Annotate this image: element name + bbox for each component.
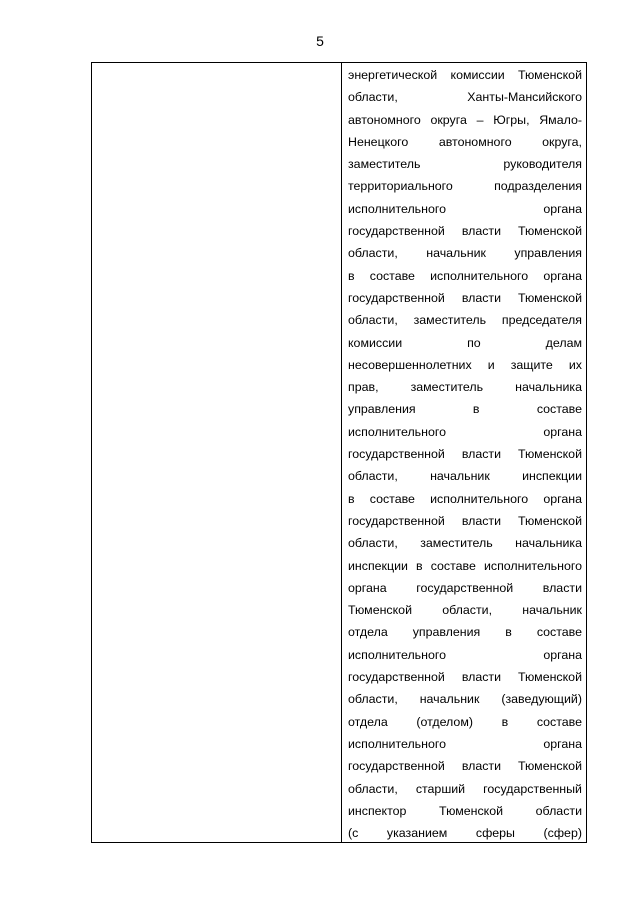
text-line — [348, 86, 582, 108]
word: – — [476, 112, 484, 127]
word: инспекции — [348, 558, 408, 573]
word: заместитель — [410, 380, 484, 395]
word: заместитель — [420, 536, 493, 551]
text-line — [348, 64, 582, 86]
word: области, — [348, 692, 398, 707]
word: (с — [348, 826, 359, 841]
text-line — [348, 443, 582, 465]
word: (заведующий) — [501, 692, 582, 707]
text-line — [348, 198, 582, 220]
word: Тюменской — [518, 290, 582, 305]
word: автономного — [438, 134, 512, 149]
word: области, — [348, 246, 398, 261]
word: комиссии — [348, 335, 403, 350]
word: власти — [461, 513, 502, 528]
document-table — [91, 62, 587, 843]
word: Тюменской — [518, 513, 582, 528]
word: старший — [415, 781, 466, 796]
word: составе — [430, 558, 476, 573]
page-number: 5 — [316, 33, 324, 49]
word: органа — [348, 580, 387, 595]
word: Тюменской — [518, 759, 582, 774]
word: председателя — [501, 313, 582, 328]
text-line — [348, 287, 582, 309]
word: исполнительного — [430, 268, 529, 283]
word: Югры, — [493, 112, 530, 127]
table-cell-left — [92, 63, 342, 842]
word: начальник — [522, 603, 582, 618]
word: Ямало- — [539, 112, 582, 127]
text-line — [348, 577, 582, 599]
word: в — [416, 558, 423, 573]
text-line — [348, 822, 582, 842]
text-line — [348, 376, 582, 398]
word: составе — [536, 402, 582, 417]
word: (отделом) — [416, 714, 473, 729]
word: государственной — [348, 759, 445, 774]
word: области, — [348, 469, 398, 484]
word: комиссии — [450, 68, 505, 82]
text-line — [348, 800, 582, 822]
word: инспектор — [348, 803, 407, 818]
text-line — [348, 153, 582, 175]
text-line — [348, 755, 582, 777]
text-line — [348, 265, 582, 287]
word: составе — [536, 625, 582, 640]
word: территориального — [348, 179, 453, 194]
word: области — [535, 803, 582, 818]
text-line — [348, 778, 582, 800]
word: в — [505, 625, 512, 640]
word: государственной — [348, 290, 445, 305]
text-line — [348, 532, 582, 554]
word: власти — [461, 759, 502, 774]
word: государственный — [483, 781, 582, 796]
text-line — [348, 131, 582, 153]
word: в — [348, 268, 355, 283]
word: органа — [543, 268, 582, 283]
text-line — [348, 220, 582, 242]
text-line — [348, 688, 582, 710]
text-line — [348, 109, 582, 131]
word: Ненецкого — [348, 134, 409, 149]
word: начальник — [430, 469, 490, 484]
word: заместитель — [348, 157, 421, 172]
word: Тюменской — [348, 603, 412, 618]
text-line — [348, 354, 582, 376]
text-line — [348, 644, 582, 666]
word: Тюменской — [518, 447, 582, 462]
word: прав, — [348, 380, 379, 395]
word: начальник — [419, 692, 480, 707]
word: управления — [348, 402, 416, 417]
word: их — [568, 357, 582, 372]
text-line — [348, 599, 582, 621]
word: исполнительного — [348, 736, 447, 751]
word: власти — [461, 447, 502, 462]
word: защите — [510, 357, 553, 372]
word: органа — [543, 647, 582, 662]
word: Ханты-Мансийского — [467, 90, 582, 105]
word: округа, — [542, 134, 582, 149]
text-line — [348, 465, 582, 487]
word: инспекции — [522, 469, 582, 484]
word: исполнительного — [348, 424, 447, 439]
word: органа — [543, 491, 582, 506]
word: автономного — [348, 112, 421, 127]
text-line — [348, 421, 582, 443]
word: подразделения — [494, 179, 582, 194]
word: (сфер) — [543, 826, 582, 841]
text-line — [348, 175, 582, 197]
word: исполнительного — [483, 558, 582, 573]
word: Тюменской — [518, 68, 582, 82]
word: в — [472, 402, 480, 417]
word: делам — [545, 335, 582, 350]
text-line — [348, 488, 582, 510]
word: государственной — [348, 224, 445, 239]
word: Тюменской — [439, 803, 504, 818]
word: отдела — [348, 714, 388, 729]
text-line — [348, 733, 582, 755]
word: несовершеннолетних — [348, 357, 472, 372]
word: исполнительного — [348, 201, 447, 216]
word: округа — [430, 112, 467, 127]
table-cell-right — [342, 63, 586, 842]
word: составе — [369, 268, 415, 283]
word: Тюменской — [518, 224, 582, 239]
word: области, — [348, 313, 398, 328]
text-line — [348, 242, 582, 264]
word: власти — [461, 670, 502, 685]
word: составе — [536, 714, 582, 729]
word: составе — [369, 491, 415, 506]
word: начальник — [426, 246, 486, 261]
word: исполнительного — [348, 647, 447, 662]
word: заместитель — [413, 313, 487, 328]
text-line — [348, 711, 582, 733]
word: указанием — [386, 826, 448, 841]
word: органа — [543, 424, 582, 439]
word: управления — [412, 625, 481, 640]
word: и — [487, 357, 495, 372]
word: управления — [514, 246, 582, 261]
word: области, — [348, 536, 398, 551]
word: государственной — [348, 447, 445, 462]
word: исполнительного — [430, 491, 529, 506]
text-line — [348, 309, 582, 331]
word: руководителя — [503, 157, 582, 172]
word: власти — [461, 290, 502, 305]
word: органа — [543, 736, 582, 751]
word: начальника — [515, 536, 582, 551]
text-line — [348, 621, 582, 643]
word: области, — [348, 781, 398, 796]
text-line — [348, 398, 582, 420]
word: в — [501, 714, 509, 729]
word: области, — [442, 603, 493, 618]
word: государственной — [348, 670, 445, 685]
word: сферы — [475, 826, 515, 841]
word: власти — [461, 224, 502, 239]
word: государственной — [416, 580, 514, 595]
word: области, — [348, 90, 398, 105]
text-line — [348, 332, 582, 354]
text-line — [348, 555, 582, 577]
word: в — [348, 491, 355, 506]
word: отдела — [348, 625, 388, 640]
word: Тюменской — [518, 670, 582, 685]
word: государственной — [348, 513, 445, 528]
word: по — [467, 335, 481, 350]
word: власти — [542, 580, 582, 595]
word: начальника — [515, 380, 582, 395]
word: энергетической — [348, 68, 438, 82]
text-line — [348, 666, 582, 688]
word: органа — [543, 201, 582, 216]
text-line — [348, 510, 582, 532]
